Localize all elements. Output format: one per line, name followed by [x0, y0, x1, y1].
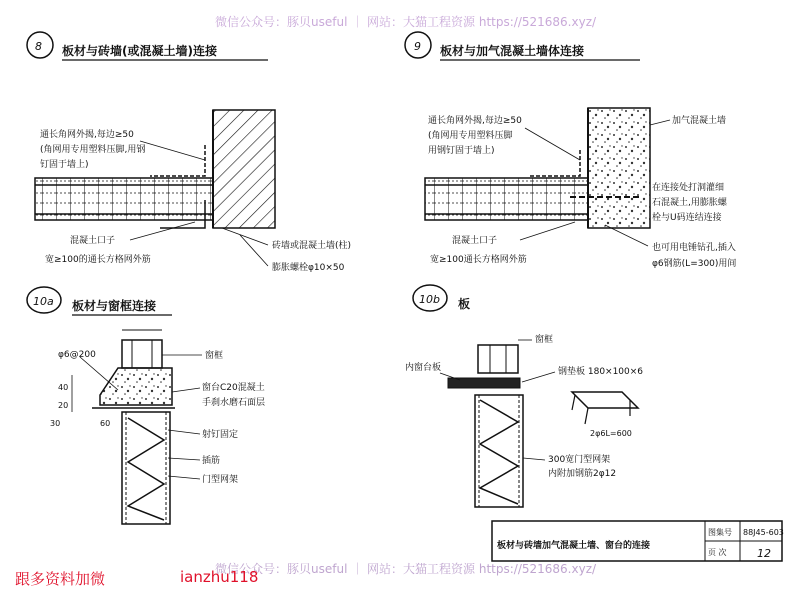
detail-9-title: 板材与加气混凝土墙体连接	[440, 44, 585, 58]
detail-10a-dim-60: 60	[100, 419, 111, 428]
detail-8-label-mesh: 宽≥100的通长方格网外筋	[45, 255, 151, 265]
detail-8-label-wall: 砖墙或混凝土墙(柱)	[272, 241, 352, 251]
detail-8-label-2: (角网用专用塑料压脚,用钢	[40, 145, 146, 155]
detail-10b-label-rebar: 内附加钢筋2φ12	[548, 469, 617, 479]
detail-9-label-4: 在连接处打洞灌细	[652, 183, 725, 193]
detail-10b-label-sill: 内窗台板	[405, 363, 442, 373]
detail-10b-window-frame	[478, 345, 518, 373]
detail-9-label-3: 用钢钉固于墙上)	[428, 146, 495, 156]
detail-10a-sill	[100, 368, 172, 405]
title-block	[492, 521, 784, 561]
title-block-atlas-label: 图集号	[708, 528, 732, 537]
title-block-main: 板材与砖墙加气混凝土墙、窗台的连接	[497, 541, 651, 551]
title-block-atlas-value: 88J45-603	[743, 528, 784, 537]
contact-text: 跟多资料加微	[15, 570, 106, 588]
detail-10b-label-plate: 钢垫板 180×100×6	[558, 367, 644, 377]
detail-10a-number: 10a	[33, 295, 54, 308]
detail-10b	[405, 285, 643, 507]
detail-10a-label-bar: 插筋	[202, 456, 221, 466]
detail-10b-steel-plate	[572, 392, 638, 408]
detail-10b-title: 板	[458, 297, 471, 311]
detail-9-label-9: 也可用电锤钻孔,插入	[652, 243, 736, 253]
detail-10b-label-frame: 窗框	[535, 335, 554, 345]
detail-10a-dim-20: 20	[58, 401, 69, 410]
detail-10a-label-rebar: φ6@200	[58, 350, 96, 360]
detail-10a-dim-30: 30	[50, 419, 61, 428]
title-block-page-label: 页 次	[708, 548, 727, 557]
detail-10a-label-sill-1: 窗台C20混凝土	[202, 383, 265, 393]
detail-10a-label-nail: 射钉固定	[202, 430, 239, 440]
detail-9	[405, 32, 736, 269]
detail-9-label-2: (角网用专用塑料压脚	[428, 131, 513, 141]
detail-9-label-ucode: 混凝土口子	[452, 236, 498, 246]
detail-10b-label-truss: 300宽门型网架	[548, 455, 611, 465]
detail-8-number: 8	[35, 40, 42, 53]
detail-9-label-10: φ6钢筋(L=300)用间	[652, 259, 737, 269]
detail-8-title: 板材与砖墙(或混凝土墙)连接	[62, 44, 217, 58]
detail-8-brick-wall	[213, 110, 275, 228]
detail-10a	[27, 287, 265, 524]
detail-9-aerated-wall	[588, 108, 650, 228]
detail-8-label-1: 通长角网外揭,每边≥50	[40, 130, 134, 140]
detail-10a-label-truss: 门型网架	[202, 475, 239, 485]
watermark-bottom: 微信公众号：豚贝useful ｜ 网站：大猫工程资源 https://521686.xyz/	[215, 562, 597, 576]
detail-10b-number: 10b	[419, 293, 440, 306]
detail-10a-title: 板材与窗框连接	[72, 299, 157, 313]
detail-9-label-1: 通长角网外揭,每边≥50	[428, 116, 522, 126]
title-block-page-value: 12	[757, 547, 771, 560]
detail-8	[27, 32, 351, 273]
detail-9-label-wall: 加气混凝土墙	[672, 116, 727, 126]
contact-id: ianzhu118	[180, 568, 259, 586]
detail-9-label-mesh: 宽≥100通长方格网外筋	[430, 255, 527, 265]
detail-9-number: 9	[414, 40, 421, 53]
detail-10a-label-sill-2: 手刹水磨石面层	[202, 398, 266, 408]
detail-10b-label-bars: 2φ6L=600	[590, 429, 632, 438]
detail-8-label-bolt: 膨胀螺栓φ10×50	[272, 263, 345, 273]
detail-10a-label-frame: 窗框	[205, 351, 224, 361]
detail-10a-dim-40: 40	[58, 383, 69, 392]
watermark-top: 微信公众号：豚贝useful ｜ 网站：大猫工程资源 https://521686.xyz/	[215, 15, 597, 29]
detail-8-label-ucode: 混凝土口子	[70, 236, 116, 246]
detail-9-label-5: 石混凝土,用膨胀螺	[652, 198, 727, 208]
detail-10a-window-frame	[122, 340, 162, 368]
detail-9-label-6: 栓与U码连结连接	[652, 213, 722, 223]
detail-8-label-3: 钉固于墙上)	[40, 160, 89, 170]
